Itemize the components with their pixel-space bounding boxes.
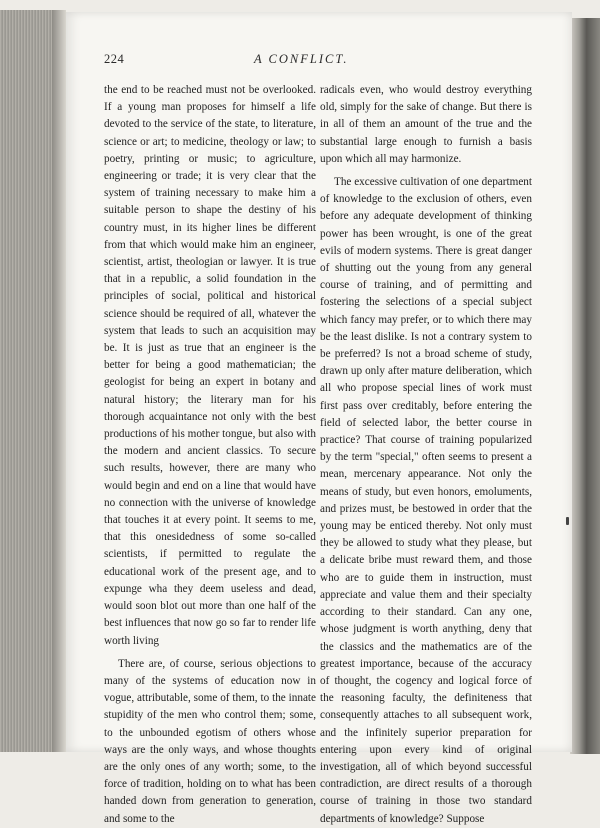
page-number: 224 (104, 52, 125, 66)
running-head: A CONFLICT. (254, 52, 349, 66)
book-page (66, 12, 572, 825)
page-header (104, 52, 566, 70)
left-column (104, 82, 316, 828)
right-paragraph-1: radicals even, who would destroy everything old, simply for the sake of change. But there is in all of them an amount of the true and the substantial large enough to furnish a basis upon which all may harmonize. (320, 84, 532, 165)
right-paragraph-2: The excessive cultivation of one department of knowledge to the exclusion of others, even before any adequate development of thinking power has been wrought, is one of the great evils of modern systems. There is great danger of shutting out the young from any general course of training, and of permitting and fostering the selections of a special subject which fancy may prefer, or to which there may be the least dislike. Is not a contrary system to be preferred? Is not a broad scheme of study, drawn up only after mature deliberation, which all who propose special lines of work must first pass over creditably, before entering the field of selected labor, the better course in practice? That course of training popularized by the term "special," often seems to present a mean, mercenary appearance. Not only the means of study, but even honors, emoluments, and prizes must, be bestowed in order that the young may be enticed thereby. Not only must they be allowed to study what they please, but a delicate bribe must reward them, and those who are to guide them in instruction, must appreciate and value them and their specialty according to their standard. Can any one, whose judgment is worth anything, deny that the classics and the mathematics are of the greatest importance, because of the accuracy of thought, the cogency and logical force of the reasoning faculty, the definiteness that consequently attaches to all subsequent work, and the infinitely superior preparation for entering upon every kind of original investigation, all of which beyond successful contradiction, are direct results of a thorough course of training in those two standard departments of knowledge? Suppose (320, 176, 532, 825)
right-column (320, 82, 532, 828)
book-edge-right (570, 18, 600, 754)
margin-speck (566, 517, 569, 525)
left-paragraph-2: There are, of course, serious objections to many of the systems of education now in vogue, attributable, some of them, to the innate stupidity of the men who control them; some, to the unbounded egotism of others whose ways are the only ways, and whose thoughts are the only ones of any worth; some, to the force of tradition, holding on to what has been handed down from generation to generation, and some to the (104, 657, 316, 825)
book-edge-left (0, 10, 66, 752)
left-paragraph-1: the end to be reached must not be overlooked. If a young man proposes for himself a life devoted to the service of the state, to literature, science or art; to medicine, theology or law; to poetry, printing or music; to agriculture, engineering or trade; it is very clear that the system of training necessary to make him a suitable person to shape the destiny of his country must, in its higher lines be different from that which would make him an engineer, scientist, artist, theologian or lawyer. It is true that in a republic, a solid foundation in the principles of social, political and historical science should be required of all, whatever the system that leads to such an acquisition may be. It is just as true that an engineer is the better for being a good mathematician; the geologist for being an expert in botany and natural history; the literary man for his thorough acquaintance not only with the best productions of his mother tongue, but also with the modern and ancient classics. To secure such results, however, there are many who would begin and end on a line that would have no connection with the universe of knowledge that touches it at every point. It seems to me, that this onesidedness of some so-called scientists, if permitted to regulate the educational work of the present age, and to expunge wha they deem useless and dead, would soon blot out more than one half of the best influences that now go so far to render life worth living (104, 84, 316, 647)
